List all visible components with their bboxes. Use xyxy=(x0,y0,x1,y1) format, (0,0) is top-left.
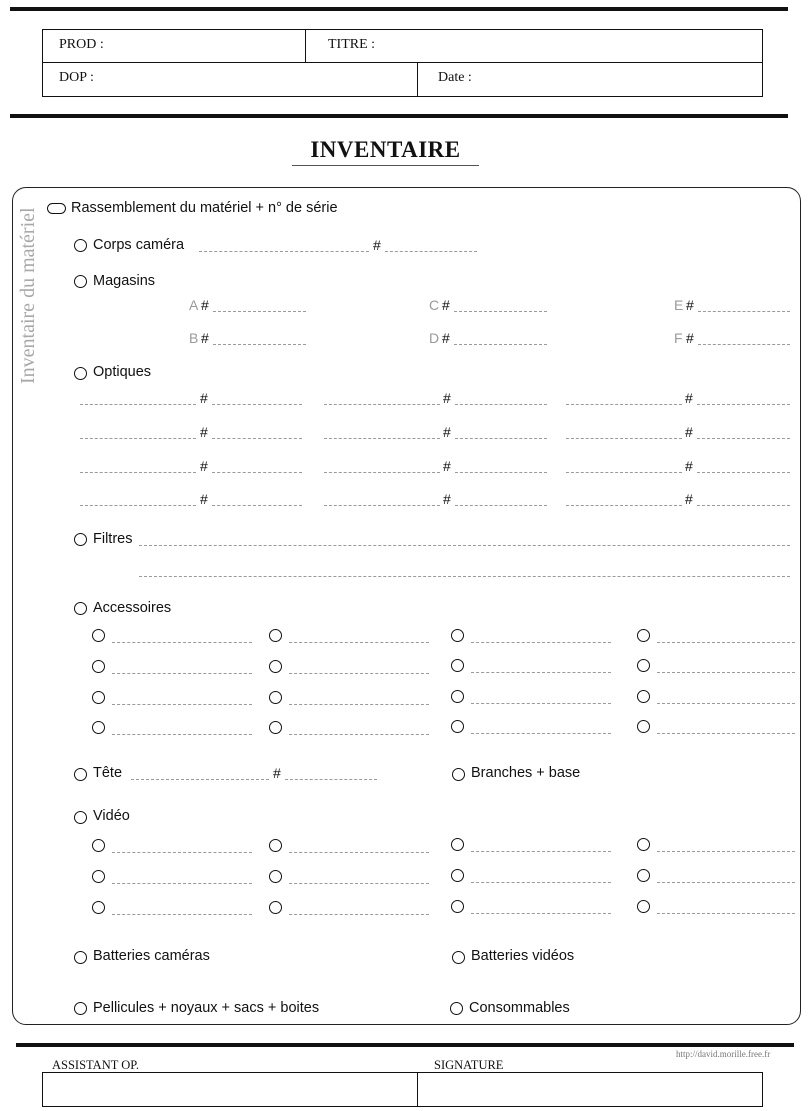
pellicules-label: Pellicules + noyaux + sacs + boites xyxy=(93,1000,320,1016)
titre-field[interactable] xyxy=(307,30,762,62)
magasin-letter-c: C xyxy=(429,297,440,313)
accessoire-line[interactable] xyxy=(112,642,252,643)
optique-serial-line[interactable] xyxy=(455,505,547,506)
optique-line[interactable] xyxy=(566,472,682,473)
video-item-line[interactable] xyxy=(289,914,429,915)
accessoire-checkbox[interactable] xyxy=(269,721,282,734)
hash-mark: # xyxy=(685,424,693,440)
accessoire-line[interactable] xyxy=(112,704,252,705)
video-label: Vidéo xyxy=(93,808,130,824)
magasin-letter-a: A xyxy=(189,297,199,313)
optique-serial-line[interactable] xyxy=(212,404,302,405)
tete-checkbox[interactable] xyxy=(74,768,87,781)
top-rule xyxy=(10,7,788,11)
footer-top-rule xyxy=(16,1043,794,1047)
video-item-line[interactable] xyxy=(657,851,795,852)
main-checkbox[interactable] xyxy=(47,203,66,214)
optique-serial-line[interactable] xyxy=(697,438,790,439)
accessoire-line[interactable] xyxy=(657,672,795,673)
video-item-checkbox[interactable] xyxy=(92,870,105,883)
video-item-line[interactable] xyxy=(112,883,252,884)
tete-serial-line[interactable] xyxy=(285,779,377,780)
site-url: http://david.morille.free.fr xyxy=(676,1049,771,1059)
video-item-checkbox[interactable] xyxy=(92,901,105,914)
header-bottom-rule xyxy=(10,114,788,118)
optique-line[interactable] xyxy=(324,404,440,405)
accessoire-line[interactable] xyxy=(112,673,252,674)
accessoire-line[interactable] xyxy=(289,704,429,705)
accessoire-checkbox[interactable] xyxy=(637,629,650,642)
video-item-checkbox[interactable] xyxy=(269,839,282,852)
corps-camera-line[interactable] xyxy=(199,251,369,252)
magasin-letter-f: F xyxy=(674,330,683,346)
accessoire-checkbox[interactable] xyxy=(92,660,105,673)
consommables-checkbox[interactable] xyxy=(450,1002,463,1015)
footer-box xyxy=(42,1072,763,1107)
accessoires-checkbox[interactable] xyxy=(74,602,87,615)
accessoire-checkbox[interactable] xyxy=(92,691,105,704)
optique-serial-line[interactable] xyxy=(455,438,547,439)
corps-camera-label: Corps caméra xyxy=(93,237,185,253)
video-item-checkbox[interactable] xyxy=(637,838,650,851)
accessoire-line[interactable] xyxy=(657,642,795,643)
accessoire-checkbox[interactable] xyxy=(451,690,464,703)
hash-mark: # xyxy=(201,297,209,313)
magasin-letter-b: B xyxy=(189,330,199,346)
signature-field[interactable] xyxy=(419,1073,762,1106)
magasin-letter-d: D xyxy=(429,330,440,346)
hash-mark: # xyxy=(686,330,694,346)
hash-mark: # xyxy=(200,491,208,507)
accessoire-checkbox[interactable] xyxy=(637,659,650,672)
header-box xyxy=(42,29,763,97)
date-field[interactable] xyxy=(419,63,762,96)
hash-mark: # xyxy=(273,765,281,781)
optique-line[interactable] xyxy=(80,472,196,473)
accessoire-checkbox[interactable] xyxy=(637,720,650,733)
corps-camera-serial-line[interactable] xyxy=(385,251,477,252)
hash-mark: # xyxy=(685,491,693,507)
hash-mark: # xyxy=(200,424,208,440)
accessoire-line[interactable] xyxy=(471,733,611,734)
optique-line[interactable] xyxy=(566,505,682,506)
accessoire-line[interactable] xyxy=(471,672,611,673)
batteries-videos-checkbox[interactable] xyxy=(452,951,465,964)
optiques-label: Optiques xyxy=(93,364,152,380)
video-item-line[interactable] xyxy=(112,852,252,853)
optique-serial-line[interactable] xyxy=(212,438,302,439)
optique-line[interactable] xyxy=(80,438,196,439)
accessoire-line[interactable] xyxy=(289,673,429,674)
tete-label: Tête xyxy=(93,765,123,781)
optique-serial-line[interactable] xyxy=(455,472,547,473)
accessoire-checkbox[interactable] xyxy=(637,690,650,703)
video-item-checkbox[interactable] xyxy=(637,900,650,913)
accessoire-line[interactable] xyxy=(471,642,611,643)
accessoire-checkbox[interactable] xyxy=(269,660,282,673)
video-item-line[interactable] xyxy=(471,851,611,852)
page-title: INVENTAIRE xyxy=(292,137,479,166)
prod-field[interactable] xyxy=(43,30,305,62)
hash-mark: # xyxy=(442,297,450,313)
magasin-c-line[interactable] xyxy=(454,311,547,312)
optique-line[interactable] xyxy=(80,505,196,506)
filtres-line[interactable] xyxy=(139,576,790,577)
branches-base-label: Branches + base xyxy=(471,765,581,781)
magasin-a-line[interactable] xyxy=(213,311,306,312)
accessoire-line[interactable] xyxy=(112,734,252,735)
optiques-checkbox[interactable] xyxy=(74,367,87,380)
optique-serial-line[interactable] xyxy=(212,472,302,473)
hash-mark: # xyxy=(201,330,209,346)
magasin-letter-e: E xyxy=(674,297,684,313)
magasin-f-line[interactable] xyxy=(698,344,790,345)
accessoire-checkbox[interactable] xyxy=(92,629,105,642)
accessoire-line[interactable] xyxy=(471,703,611,704)
hash-mark: # xyxy=(443,491,451,507)
corps-camera-checkbox[interactable] xyxy=(74,239,87,252)
magasin-e-line[interactable] xyxy=(698,311,790,312)
batteries-cameras-checkbox[interactable] xyxy=(74,951,87,964)
accessoire-line[interactable] xyxy=(657,733,795,734)
magasins-label: Magasins xyxy=(93,273,156,289)
filtres-label: Filtres xyxy=(93,531,133,547)
date-label: Date : xyxy=(438,70,472,85)
assistant-label: ASSISTANT OP. xyxy=(52,1058,139,1072)
main-section-label: Rassemblement du matériel + n° de série xyxy=(71,200,338,216)
batteries-videos-label: Batteries vidéos xyxy=(471,948,575,964)
accessoire-checkbox[interactable] xyxy=(269,691,282,704)
hash-mark: # xyxy=(443,458,451,474)
video-item-line[interactable] xyxy=(112,914,252,915)
optique-line[interactable] xyxy=(324,472,440,473)
accessoire-line[interactable] xyxy=(657,703,795,704)
hash-mark: # xyxy=(373,237,381,253)
video-item-line[interactable] xyxy=(471,882,611,883)
hash-mark: # xyxy=(443,424,451,440)
optique-line[interactable] xyxy=(80,404,196,405)
optique-line[interactable] xyxy=(324,438,440,439)
prod-label: PROD : xyxy=(59,37,104,52)
branches-base-checkbox[interactable] xyxy=(452,768,465,781)
video-item-line[interactable] xyxy=(289,883,429,884)
video-item-checkbox[interactable] xyxy=(451,900,464,913)
accessoire-checkbox[interactable] xyxy=(269,629,282,642)
optique-serial-line[interactable] xyxy=(697,505,790,506)
filtres-checkbox[interactable] xyxy=(74,533,87,546)
dop-field[interactable] xyxy=(43,63,417,96)
accessoire-checkbox[interactable] xyxy=(451,720,464,733)
magasin-d-line[interactable] xyxy=(454,344,547,345)
hash-mark: # xyxy=(200,390,208,406)
video-item-line[interactable] xyxy=(657,882,795,883)
video-item-checkbox[interactable] xyxy=(637,869,650,882)
optique-serial-line[interactable] xyxy=(212,505,302,506)
video-item-checkbox[interactable] xyxy=(451,838,464,851)
accessoire-checkbox[interactable] xyxy=(451,629,464,642)
hash-mark: # xyxy=(443,390,451,406)
video-item-checkbox[interactable] xyxy=(451,869,464,882)
video-item-line[interactable] xyxy=(657,913,795,914)
video-checkbox[interactable] xyxy=(74,811,87,824)
hash-mark: # xyxy=(442,330,450,346)
video-item-checkbox[interactable] xyxy=(269,870,282,883)
hash-mark: # xyxy=(685,390,693,406)
filtres-line[interactable] xyxy=(139,545,790,546)
dop-label: DOP : xyxy=(59,70,94,85)
optique-serial-line[interactable] xyxy=(455,404,547,405)
optique-line[interactable] xyxy=(324,505,440,506)
accessoires-label: Accessoires xyxy=(93,600,172,616)
video-item-line[interactable] xyxy=(289,852,429,853)
hash-mark: # xyxy=(685,458,693,474)
accessoire-line[interactable] xyxy=(289,642,429,643)
batteries-cameras-label: Batteries caméras xyxy=(93,948,210,964)
video-item-checkbox[interactable] xyxy=(92,839,105,852)
signature-label: SIGNATURE xyxy=(434,1058,504,1072)
video-item-checkbox[interactable] xyxy=(269,901,282,914)
titre-label: TITRE : xyxy=(328,37,376,52)
header-row-1 xyxy=(43,30,762,63)
header-row-2 xyxy=(43,63,762,96)
magasin-b-line[interactable] xyxy=(213,344,306,345)
hash-mark: # xyxy=(686,297,694,313)
optique-serial-line[interactable] xyxy=(697,472,790,473)
video-item-line[interactable] xyxy=(471,913,611,914)
tete-line[interactable] xyxy=(131,779,269,780)
pellicules-checkbox[interactable] xyxy=(74,1002,87,1015)
accessoire-line[interactable] xyxy=(289,734,429,735)
optique-line[interactable] xyxy=(566,438,682,439)
accessoire-checkbox[interactable] xyxy=(92,721,105,734)
assistant-field[interactable] xyxy=(43,1073,417,1106)
accessoire-checkbox[interactable] xyxy=(451,659,464,672)
consommables-label: Consommables xyxy=(469,1000,570,1016)
magasins-checkbox[interactable] xyxy=(74,275,87,288)
hash-mark: # xyxy=(200,458,208,474)
optique-line[interactable] xyxy=(566,404,682,405)
optique-serial-line[interactable] xyxy=(697,404,790,405)
side-label: Inventaire du matériel xyxy=(17,207,39,384)
